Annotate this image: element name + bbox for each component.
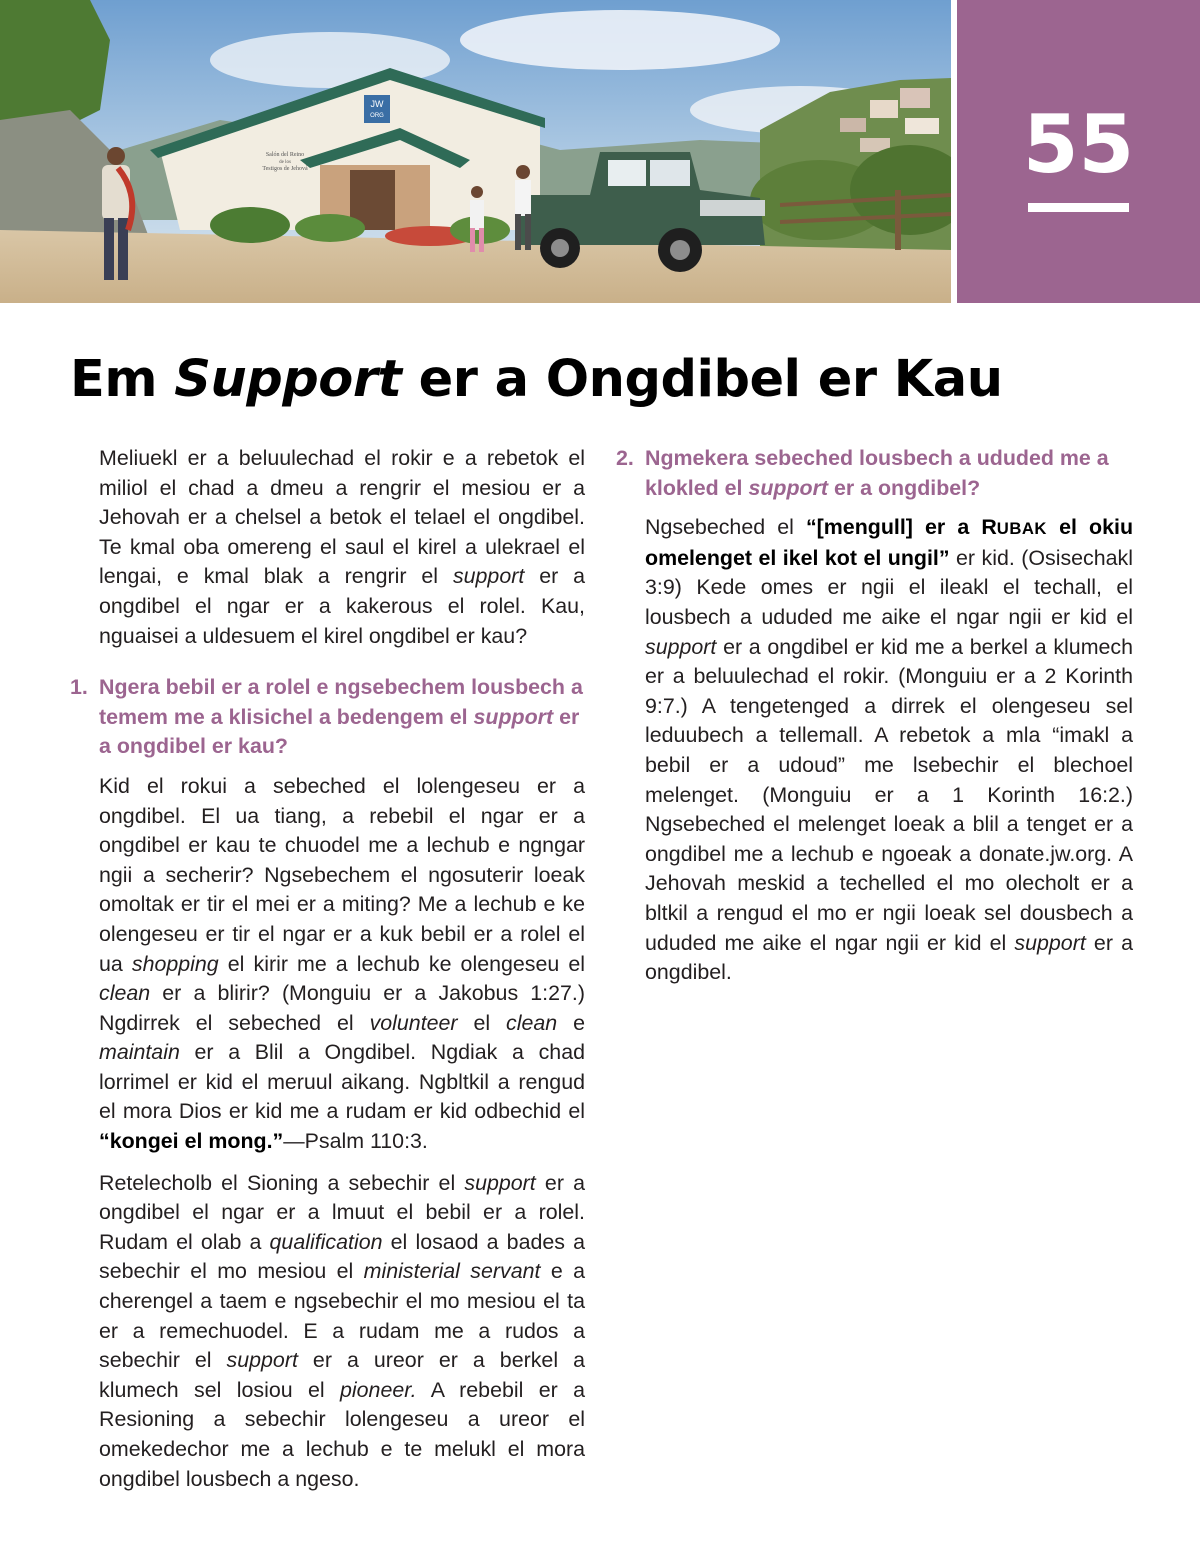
title-part1: Em (70, 350, 175, 409)
s2p1-t9: er a ongdibel. (645, 930, 1133, 985)
title-part3: er a Ongdibel er Kau (401, 350, 1003, 409)
s1p1-t4: clean (99, 981, 151, 1006)
section-1-paragraph-2 (99, 1169, 585, 1495)
hero-sign-line1: Salón del Reino (265, 152, 305, 158)
intro-text-2: support (452, 564, 525, 589)
s1p1-t5: er a blirir? (Monguiu er a Jakobus 1:27.) Ngdirrek el sebeched el (99, 981, 585, 1035)
header-photo (0, 0, 951, 303)
lesson-badge (957, 0, 1200, 303)
title-part2: Support (174, 350, 402, 409)
intro-text-3: er a ongdibel el ngar er a kakerous el rolel. Kau, nguaisei a uldesuem el kirel ongdibel er kau? (99, 564, 585, 648)
question-1-text-3: er a ongdibel er kau? (99, 704, 580, 759)
s1p2-t7: e a cherengel a taem e ngsebechir el mo mesiou el ta er a remechuodel. E a rudam me a rudos a sebechir el (99, 1259, 585, 1373)
intro-text-1: Meliuekl er a beluulechad el rokir e a rebetok el miliol el chad a dmeu a rengrir el mesiou er a Jehovah er a chelsel a betok el telael el ongdibel. Te kmal oba omereng el saul el kirel a ulekrael el lengai, e kmal blak a rengrir el (99, 446, 585, 589)
question-2-number: 2. (616, 446, 634, 470)
s1p2-t9: er a ureor er a berkel a klumech sel losiou el (99, 1348, 585, 1402)
question-1-number: 1. (70, 675, 88, 700)
s1p2-t6: ministerial servant (363, 1259, 541, 1284)
s1p1-t12: “kongei el mong.” (99, 1129, 284, 1154)
s1p2-t2: support (464, 1170, 536, 1195)
question-2 (616, 444, 1133, 503)
s1p1-t2: shopping (131, 951, 219, 976)
s1p2-t11: A rebebil er a Resioning a sebechir lolengeseu a ureor el omekedechor me a lechub e te melukl el mora ongdibel lousbech a ngeso. (99, 1377, 586, 1491)
s2p1-t8b: support (1014, 930, 1086, 955)
s2p1-t4: UBAK (996, 519, 1047, 539)
badge-underline (1028, 203, 1129, 212)
hero-sign-line2: de los (279, 160, 291, 165)
s1p1-t1: Kid el rokui a sebeched el lolengeseu er a ongdibel. El ua tiang, a rebebil el ngar er a ongdibel er kau te chuodel me a lechub e ngngar ngii a secherir? Ngsebechem el ngosuterir loeak omoltak er tir el mei er a miting? Me a lechub e ke olengeseu er tir el ngar er a kuk bebil er a rolel el ua (99, 773, 585, 976)
s2p1-t8: er a ongdibel er kid me a berkel a klumech er a beluulechad el rokir. (Monguiu er a 2 Korinth 9:7.) A tengetenged a dirrek el olengeseu sel leduubech a tellemall. A rebetok a mla “imakl a bebil er a udoud” me lsebechir el blechoel melenget. (Monguiu er a 1 Korinth 16:2.) Ngsebeched el melenget loeak a blil a tenget er a ongdibel me a lechub e ngoeak a donate.jw.org. A Jehovah meskid a techelled el mo olecholt er a bltkil a rengud el mo er ngii loeak sel dousbech a ududed me aike el ngar ngii er kid el (645, 634, 1133, 955)
s2p1-t1: Ngsebeched el (645, 515, 806, 540)
question-2-text-3: er a ongdibel? (828, 475, 981, 500)
s2p1-t5: el okiu omelenget el ikel kot el ungil” (645, 515, 1134, 570)
s2p1-t3: R (981, 515, 997, 540)
s1p1-t9: e (557, 1010, 585, 1035)
question-2-text-1: Ngmekera sebeched lousbech a ududed me a klokled el (645, 446, 1109, 500)
s1p1-t7: el (457, 1010, 507, 1035)
hero-logo-line2: ORG (370, 113, 384, 119)
s1p2-t10: pioneer. (340, 1377, 417, 1402)
s1p1-t13: —Psalm 110:3. (283, 1129, 428, 1154)
hero-sign-line3: Testigos de Jehová (262, 166, 308, 172)
section-2-paragraph-1 (645, 513, 1133, 988)
question-1-text-1: Ngera bebil er a rolel e ngsebechem lousbech a temem me a klisichel a bedengem el (99, 675, 583, 729)
s1p2-t5: el losaod a bades a sebechir el mo mesiou el (99, 1229, 585, 1284)
hero-logo-line1: JW (370, 99, 384, 109)
lesson-number: 55 (1022, 98, 1135, 191)
s2p1-t6: er kid. (Osisechakl 3:9) Kede omes er ngii el ileakl el techall, el lousbech a ududed me aike el ngar ngii er kid el (645, 545, 1133, 629)
s1p2-t3: er a ongdibel el ngar er a lmuut el bebil er a rolel. Rudam el olab a (99, 1170, 586, 1254)
s1p1-t6: volunteer (369, 1010, 458, 1035)
question-2-text-2: support (748, 475, 829, 500)
left-column (70, 444, 586, 1506)
s1p1-t11: er a Blil a Ongdibel. Ngdiak a chad lorrimel er kid el meruul aikang. Ngbltkil a rengud el mora Dios er kid me a rudam er kid odbechid el (99, 1040, 585, 1124)
s1p2-t4: qualification (269, 1229, 383, 1254)
s2p1-t7: support (645, 634, 717, 659)
intro-paragraph (99, 444, 585, 651)
s1p1-t10: maintain (99, 1040, 180, 1065)
s2p1-t2: “[mengull] er a (805, 515, 982, 540)
page-title (70, 348, 1150, 412)
question-1 (70, 673, 585, 762)
s1p2-t8: support (226, 1348, 298, 1373)
s1p1-t8: clean (506, 1010, 558, 1035)
s1p2-t1: Retelecholb el Sioning a sebechir el (99, 1170, 465, 1195)
right-column (616, 444, 1134, 1000)
question-1-text-2: support (473, 704, 554, 729)
s1p1-t3: el kirir me a lechub ke olengeseu el (218, 951, 585, 976)
section-1-paragraph-1 (99, 772, 585, 1157)
